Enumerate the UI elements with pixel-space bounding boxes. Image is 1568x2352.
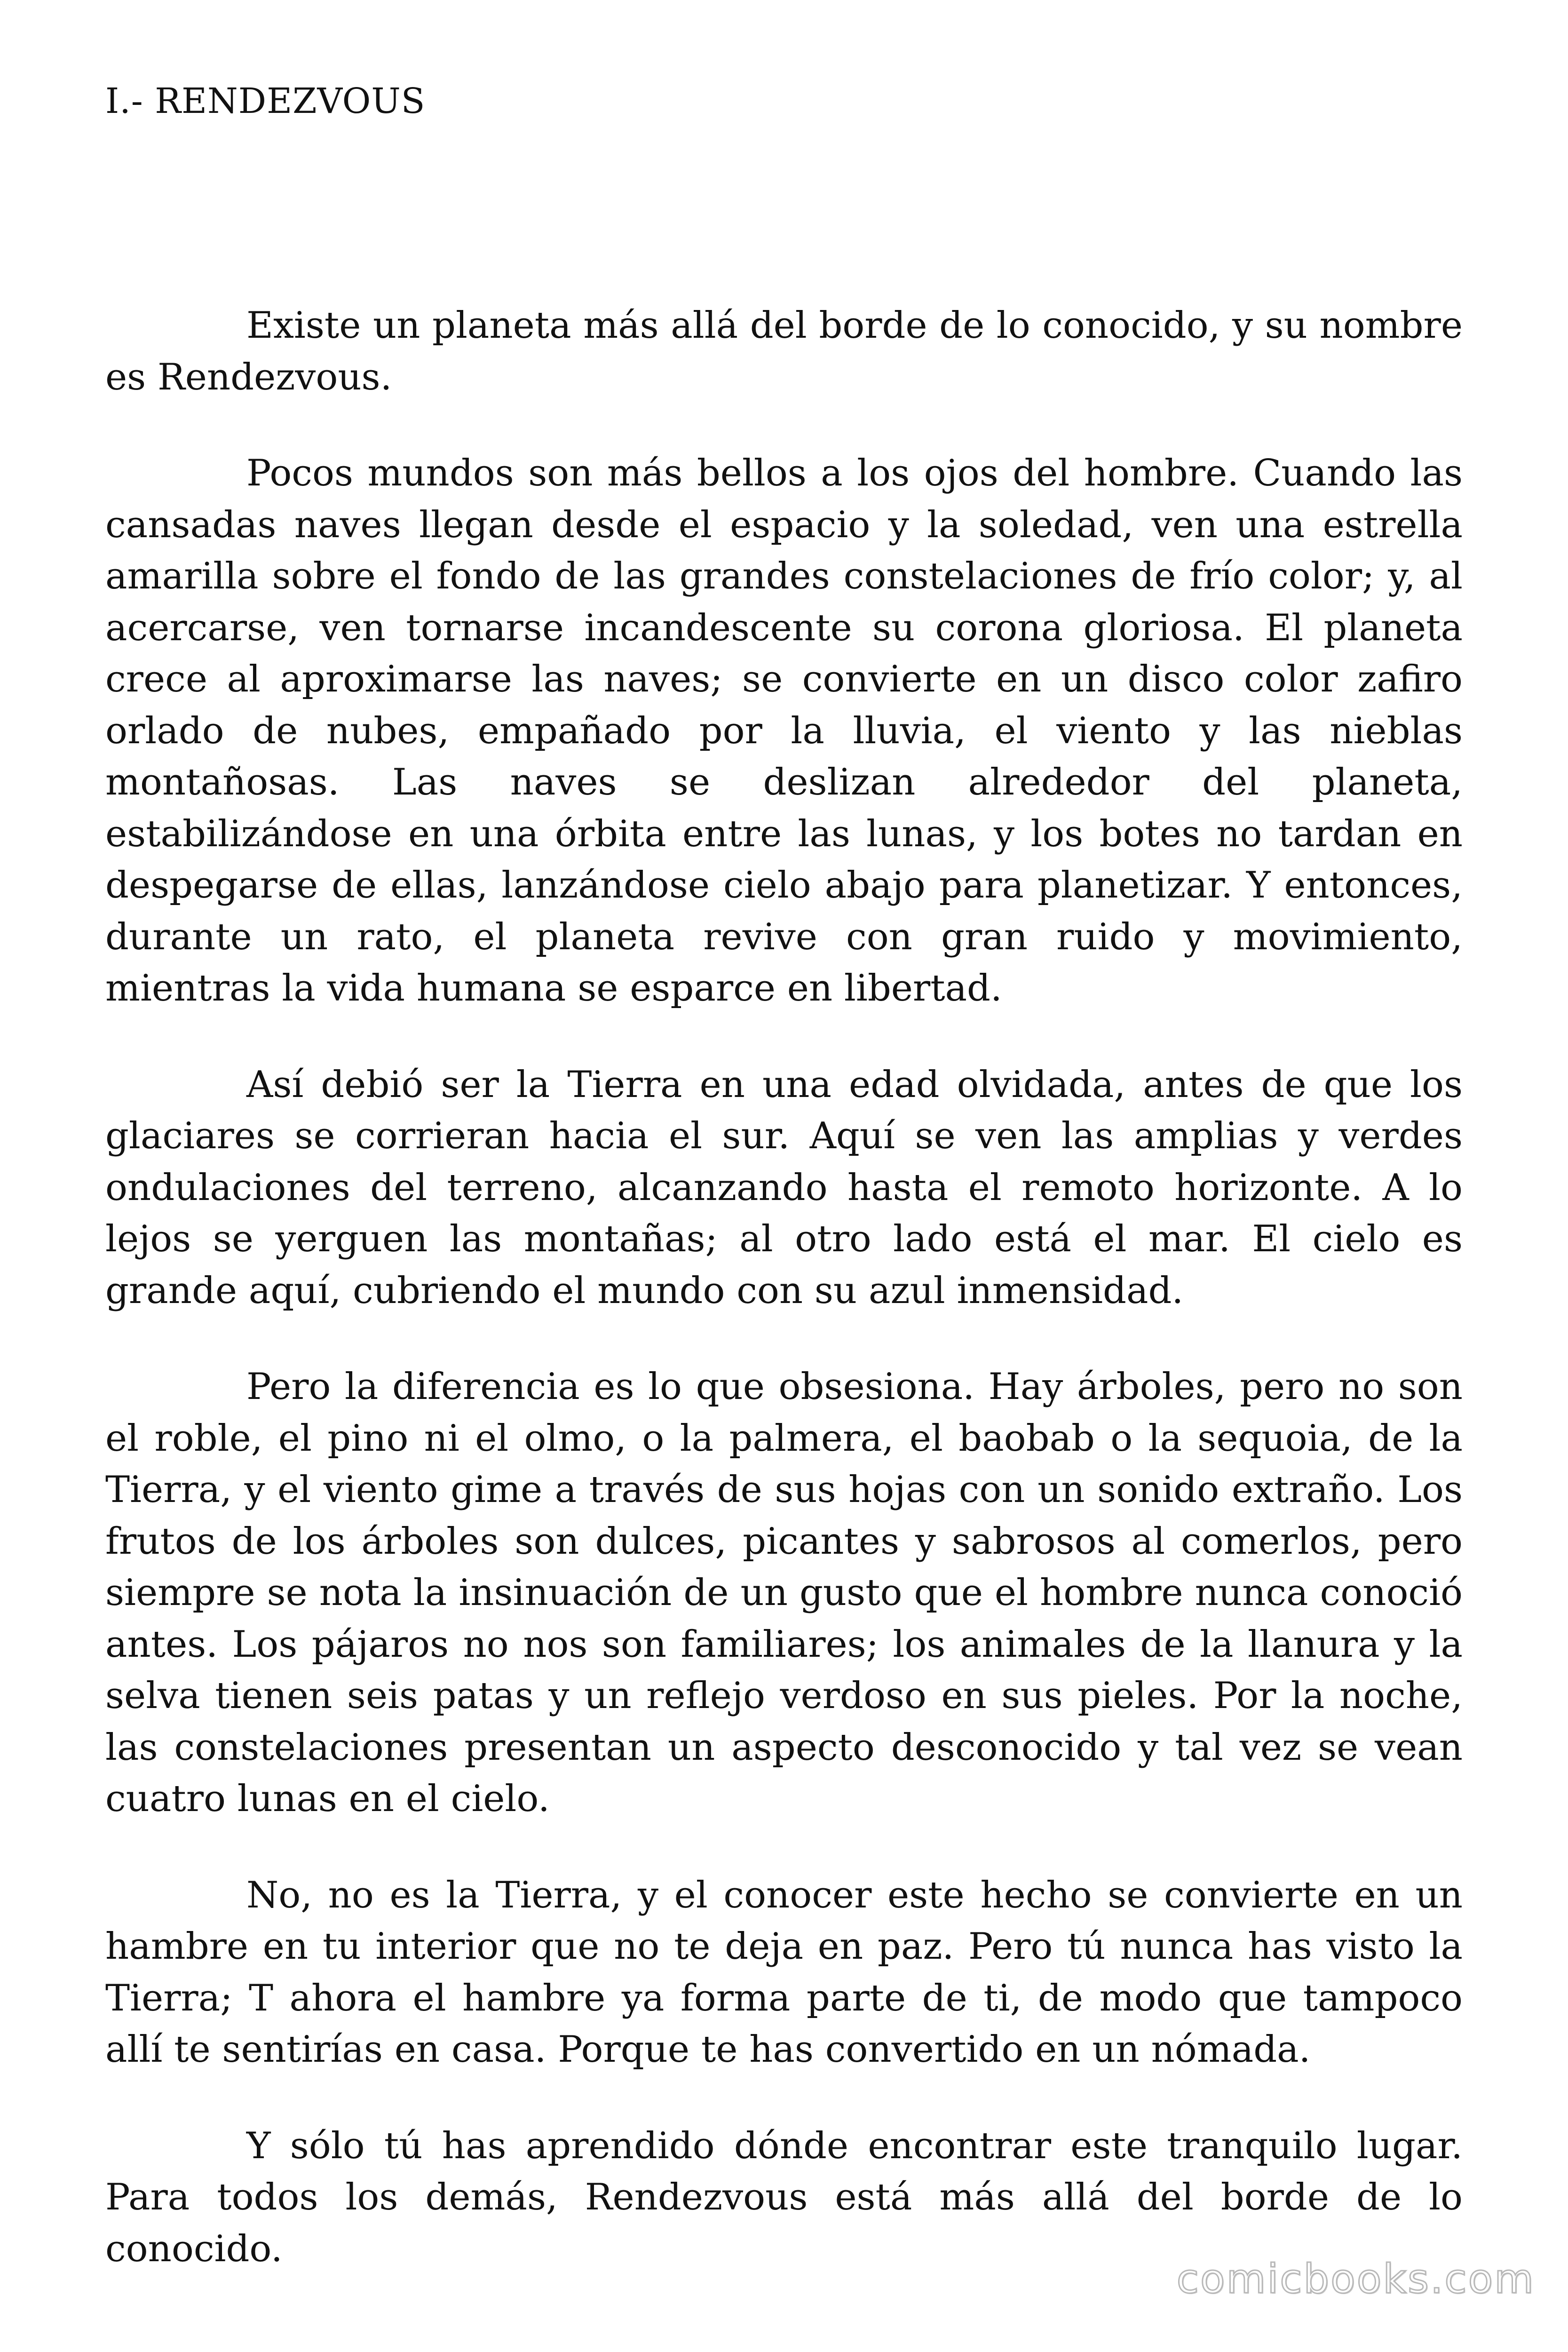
- paragraph-3: Así debió ser la Tierra en una edad olvidada, antes de que los glaciares se corrieran hacia el sur. Aquí se ven las amplias y verdes ondulaciones del terreno, alcanzando hasta el remoto horizonte. A lo lejos se yerguen las montañas; al otro lado está el mar. El cielo es grande aquí, cubriendo el mundo con su azul inmensidad.: [105, 1063, 1463, 1312]
- paragraph-6: Y sólo tú has aprendido dónde encontrar este tranquilo lugar. Para todos los demás, Rendezvous está más allá del borde de lo conocido.: [105, 2124, 1463, 2270]
- watermark-logo: comicbooks.com: [1176, 2256, 1535, 2303]
- chapter-body: [105, 300, 1463, 2320]
- paragraph-2: Pocos mundos son más bellos a los ojos del hombre. Cuando las cansadas naves llegan desde el espacio y la soledad, ven una estrella amarilla sobre el fondo de las grandes constelaciones de frío color; y, al acercarse, ven tornarse incandescente su corona gloriosa. El planeta crece al aproximarse las naves; se convierte en un disco color zafiro orlado de nubes, empañado por la lluvia, el viento y las nieblas montañosas. Las naves se deslizan alrededor del planeta, estabilizándose en una órbita entre las lunas, y los botes no tardan en despegarse de ellas, lanzándose cielo abajo para planetizar. Y entonces, durante un rato, el planeta revive con gran ruido y movimiento, mientras la vida humana se esparce en libertad.: [105, 452, 1463, 1009]
- chapter-title: I.- RENDEZVOUS: [105, 81, 426, 121]
- paragraph-1: Existe un planeta más allá del borde de lo conocido, y su nombre es Rendezvous.: [105, 304, 1463, 398]
- paragraph-5: No, no es la Tierra, y el conocer este hecho se convierte en un hambre en tu interior que no te deja en paz. Pero tú nunca has visto la Tierra; T ahora el hambre ya forma parte de ti, de modo que tampoco allí te sentirías en casa. Porque te has convertido en un nómada.: [105, 1874, 1463, 2071]
- paragraph-4: Pero la diferencia es lo que obsesiona. Hay árboles, pero no son el roble, el pino ni el olmo, o la palmera, el baobab o la sequoia, de la Tierra, y el viento gime a través de sus hojas con un sonido extraño. Los frutos de los árboles son dulces, picantes y sabrosos al comerlos, pero siempre se nota la insinuación de un gusto que el hombre nunca conoció antes. Los pájaros no nos son familiares; los animales de la llanura y la selva tienen seis patas y un reflejo verdoso en sus pieles. Por la noche, las constelaciones presentan un aspecto desconocido y tal vez se vean cuatro lunas en el cielo.: [105, 1366, 1463, 1820]
- book-page: [105, 0, 1463, 2352]
